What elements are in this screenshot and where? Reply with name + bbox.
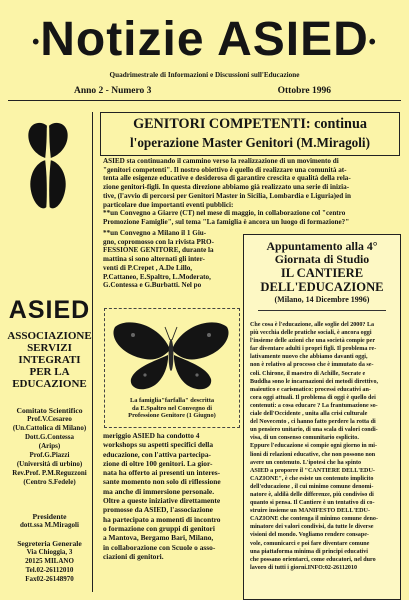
president-name: dott.ssa M.Miragoli [20,521,79,529]
president-heading: Presidente [32,512,67,521]
association-line: SERVIZI [27,342,72,354]
text-line: che possano orientarci, come educatori, nel duro [250,556,376,563]
text-line: più vecchia delle pratiche sociali, è ancora oggi [250,330,372,337]
scientific-committee [7,406,92,487]
title-dot-right: • [368,31,377,54]
committee-member: Dott.G.Contessa [25,433,74,441]
text-line: ASIED sta continuando il cammino verso la realizzazione di un movimento di [103,157,339,165]
committee-member: (Arips) [38,442,61,450]
article-intro [103,157,351,227]
secretariat-line: Tel.02-26112010 [25,566,74,574]
newsletter-title [0,14,409,68]
text-line: coli. Chirone, il maestro di Achille, Socrate e [250,370,366,377]
text-line: avere un contenuto. L'ipotesi che ha spinto [250,459,362,466]
secretariat-line: Fax02-26148970 [25,575,74,583]
article-lower [103,431,221,561]
text-line: CAZIONE che contenga il minimo comune deno- [250,516,378,523]
text-line: o formazione con gruppi di genitori [103,523,215,533]
text-line: ha partecipato a momenti di incontro [103,514,221,524]
butterfly-illustration-icon [111,317,231,395]
text-line: visioni del mondo. Vogliamo rendere consape- [250,532,369,539]
event-name [244,267,400,294]
secretariat-block [7,539,92,584]
caption-line: Professione Genitore (1 Giugno) [128,412,216,420]
text-line: nata ha offerto ai presenti un interes- [103,468,221,478]
text-line: un pensiero unitario, di una scala di valori condi- [250,427,378,434]
committee-member: (Università di urbino) [16,460,83,468]
text-line: una piattaforma minima di principi educativi [250,548,368,555]
text-line: l'insieme delle azioni che una società compie per [250,338,376,345]
text-line: vole, comunicarci e poi fare diventare comune [250,540,370,547]
text-line: struire insieme un MANIFESTO DELL'EDU- [250,508,370,515]
event-text [250,321,378,572]
text-line: sante momento non solo di riflessione [103,477,221,487]
text-line: educazione, con l'attiva partecipa- [103,449,211,459]
secretariat-line: Via Chioggia, 3 [26,548,73,556]
event-date: (Milano, 14 Dicembre 1996) [274,295,370,304]
text-line: Promozione Famiglie", sul tema "La famiglia è ancora un luogo di formazione?" [103,217,350,226]
text-line: zione di oltre 100 genitori. La gior- [103,458,213,468]
text-line: Che cosa è l'educazione, alle soglie del 2000? La [250,322,375,328]
headline-line-1: GENITORI COMPETENTI: continua [133,116,367,132]
event-name-line: IL CANTIERE [280,266,364,280]
committee-member: Prof.G.Piazzi [29,451,70,459]
issue-number: Anno 2 - Numero 3 [74,86,152,96]
event-box [243,234,401,600]
event-title-line: Giornata di Studio [274,252,370,266]
committee-member: (Centro S.Fedele) [23,478,76,486]
text-line: Oltre a queste iniziative direttamente [103,496,221,506]
text-line: natore è, aldilà delle differenze, più condiviso di [250,491,374,498]
text-segment: lavoro di tutti i giorni. [250,564,308,571]
butterfly-photo [104,308,240,428]
title-dot-left: • [32,31,41,54]
text-line: maieutico e carismatico: processi educativi an- [250,386,371,393]
photo-caption [105,397,239,420]
headline-line-2: l'operazione Master Genitori (M.Miragoli) [130,135,370,150]
text-line: visa, di un consenso comunitario esplicito. [250,435,359,442]
secretariat-heading: Segreteria Generale [17,539,82,548]
text-line: gno, copromosso con la rivista PRO- [103,237,214,246]
text-line: in collaborazione con Scuole o asso- [103,542,216,552]
title-text: Notizie ASIED [40,13,369,66]
text-line: Eppure l'educazione si compie ogni giorno in mi- [250,443,378,450]
committee-member: (Un.Cattolica di Milano) [12,424,87,432]
text-line: ciale dell'Occidente , unita alla crisi culturale [250,411,368,418]
text-line: Buddha sono le incarnazioni dei metodi direttivo, [250,378,379,385]
text-line: quanto si pensa. Il Cantiere è un tentativo di co- [250,500,375,507]
event-name-line: DELL'EDUCAZIONE [260,279,384,294]
text-line: del Novecento , ci hanno fatto perdere la rotta di [250,419,376,426]
text-line: CAZIONE", è che esiste un contenuto implicito [250,475,374,482]
text-line: particolare due importanti eventi pubblici: [103,200,234,209]
text-line: cora oggi attuali. Il problema di oggi è quello dei [250,394,376,401]
sidebar-brand: ASIED [8,296,91,324]
committee-member: Rev.Prof. P.M.Reguzzoni [12,469,87,477]
text-line: lativamente nuovo che abbiamo davanti oggi, [250,354,368,361]
text-line: ma anche di immersione personale. [103,486,215,496]
president-block [7,512,92,530]
text-line: non è relativo al processo che è immutato da se- [250,362,374,369]
text-line: dell'educazione , il cui minimo comune denomi- [250,483,374,490]
left-sidebar [7,112,93,592]
issue-date: Ottobre 1996 [277,86,331,96]
text-line: workshops su aspetti specifici della [103,440,214,450]
newsletter-subtitle: Quadrimestrale di Informazioni e Discussioni sull'Educazione [109,71,300,79]
text-line: G.Contessa e G.Burbatti. Nel po [103,281,202,290]
caption-line: da E.Spaltro nel Convegno di [132,404,212,412]
text-line: "genitori competenti". Il nostro obiettivo è quello di realizzare una comunità at- [103,165,347,174]
committee-heading: Comitato Scientifico [16,406,83,415]
text-line: ASIED a proporre il "CANTIERE DELL'EDU- [250,467,375,474]
text-line: P.Cattaneo, E.Spaltro, L.Moderato, [103,272,211,281]
association-name [7,330,92,390]
association-line: PER LA [29,366,70,378]
text-line: mattina si sono alternati gli inter- [103,255,205,264]
committee-member: Prof.V.Cesareo [27,415,72,423]
secretariat-line: 20125 MILANO [25,557,74,565]
text-line: promosse da ASIED, l'associazione [103,505,213,515]
association-line: INTEGRATI [18,354,81,366]
text-line: FESSIONE GENITORE, durante la [103,246,214,255]
text-line: lioni di relazioni educative, che non possono non [250,451,376,458]
text-line: tive, (l'avvio di percorsi per Genitori Master in Sicilia, Lombardia e Liguria)ed in [103,191,351,200]
event-info: INFO:02-26112010 [307,564,358,571]
caption-line: La famiglia"farfalla" descritta [129,397,215,404]
text-line: a Mantova, Bergamo Bari, Milano, [103,533,214,543]
text-line [250,564,378,572]
masthead [0,8,409,104]
text-line: zione genitori-figli. In questa direzione abbiamo già realizzato una serie di inizia- [103,183,350,192]
event-title-line: Appuntamento alla 4° [266,239,378,253]
article-headline [100,112,400,156]
butterfly-logo-icon [9,120,87,215]
text-line: tenta alle esigenze educative e desiderosa di garantire crescita e qualità della rela- [103,174,351,183]
text-line: contenuti: a cosa educare ? La frantumazione so- [250,402,378,409]
text-line: far diventare adulti i propri figli. Il problema re- [250,346,377,353]
article-middle [103,229,214,290]
text-line: venti di P.Crepet , A.De Lillo, [103,263,193,272]
text-line: ciazioni di genitori. [103,551,164,561]
text-line: **un Convegno a Giarre (CT) nel mese di maggio, in collaborazione col "centro [103,209,346,218]
event-divider [258,310,386,311]
text-line: meriggio ASIED ha condotto 4 [103,431,200,440]
association-line: ASSOCIAZIONE [7,330,92,342]
issue-row [8,86,401,101]
text-line: **un Convegno a Milano il 1 Giu- [103,229,207,237]
event-title [244,240,400,266]
association-line: EDUCAZIONE [12,378,87,390]
text-line: minatore dei valori condivisi, da tutte le diverse [250,524,374,531]
